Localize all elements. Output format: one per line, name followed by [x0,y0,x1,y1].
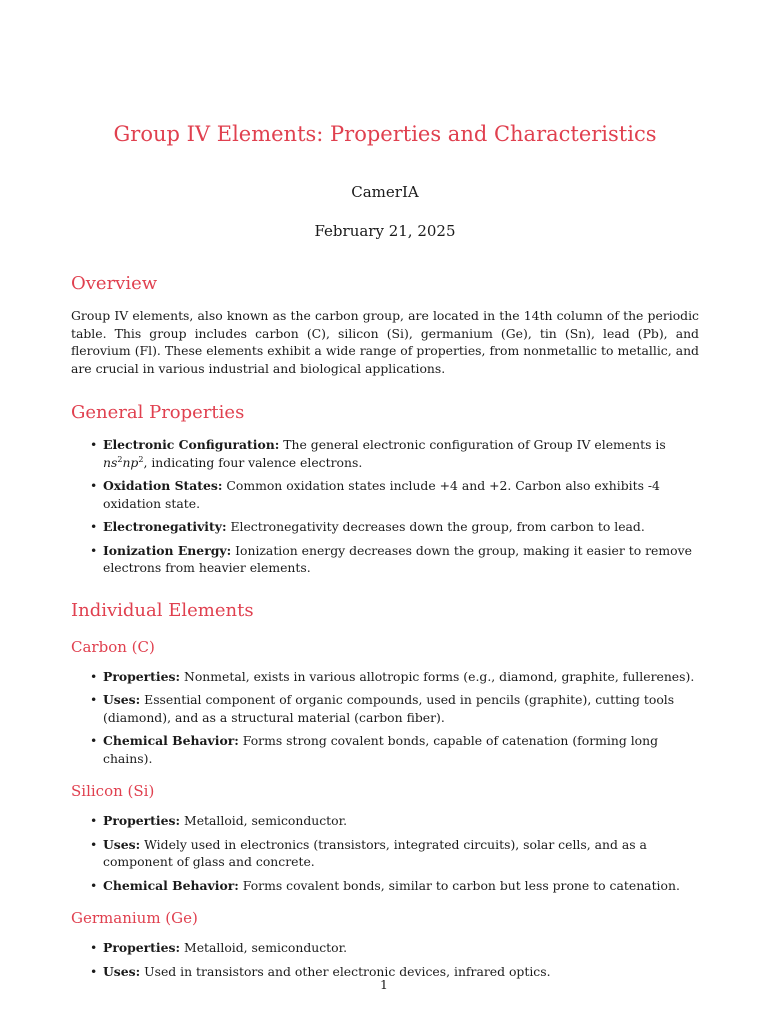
item-label: Chemical Behavior: [103,877,239,893]
item-label: Uses: [103,836,141,852]
item-label: Chemical Behavior: [103,733,239,748]
list-item [103,939,699,957]
item-text: Widely used in electronics (transistors, integrated circuits), solar cells, and as a component of glass and concrete. [103,836,647,869]
section-general-properties [71,401,699,577]
subsection-carbon [71,637,699,768]
document-page [71,0,699,1024]
section-overview [71,272,699,377]
item-text: Metalloid, semiconductor. [180,813,348,828]
list-item [103,877,699,895]
subsection-germanium [71,908,699,980]
page-number: 1 [380,977,388,992]
general-properties-list [71,436,699,577]
list-item [103,668,699,686]
list-item [103,542,699,577]
item-label: Uses: [103,692,141,707]
subsection-silicon [71,781,699,894]
item-label: Properties: [103,940,181,955]
item-text: Ionization energy decreases down the group, making it easier to remove electrons from heavier elements. [103,542,692,575]
section-heading-overview: Overview [71,273,158,294]
formula-ns-exponent: 2 [117,454,123,464]
item-text: Essential component of organic compounds, used in pencils (graphite), cutting tools (diamond), and as a structural material (carbon fiber). [103,692,675,725]
formula-np: np [122,454,139,470]
list-item [103,477,699,512]
document-author: CamerIA [351,183,419,201]
section-heading-general-properties: General Properties [71,402,245,423]
overview-paragraph: Group IV elements, also known as the carbon group, are located in the 14th column of the periodic table. This group includes carbon (C), silicon (Si), germanium (Ge), tin (Sn), lead (Pb), and flerovium (Fl). These elements exhibit a wide range of properties, from nonmetallic to metallic, and are crucial in various industrial and biological applications. [71,308,699,376]
item-text: The general electronic configuration of Group IV elements is [279,437,666,452]
item-text: Forms covalent bonds, similar to carbon but less prone to catenation. [238,877,680,893]
item-text: Metalloid, semiconductor. [180,940,348,955]
item-text: Forms strong covalent bonds, capable of catenation (forming long chains). [103,733,659,766]
formula-np-exponent: 2 [138,454,144,464]
subsection-heading-germanium: Germanium (Ge) [71,909,198,927]
list-item [103,436,699,471]
subsection-heading-carbon: Carbon (C) [71,637,155,656]
formula-ns: ns [103,454,118,470]
item-text: Electronegativity decreases down the group, from carbon to lead. [226,519,645,534]
silicon-list [71,812,699,894]
item-text: Common oxidation states include +4 and +2. Carbon also exhibits -4 oxidation state. [103,478,660,511]
item-label: Electronegativity: [103,519,227,534]
item-text: , indicating four valence electrons. [143,454,363,470]
document-title: Group IV Elements: Properties and Characteristics [113,122,657,146]
document-content [71,268,699,994]
list-item [103,518,699,536]
item-label: Properties: [103,668,181,684]
item-label: Properties: [103,813,181,828]
item-label: Oxidation States: [103,478,223,493]
carbon-list [71,668,699,768]
germanium-list [71,939,699,980]
section-individual-elements [71,599,699,981]
item-label: Uses: [103,963,141,979]
list-item [103,732,699,767]
subsection-heading-silicon: Silicon (Si) [71,782,155,800]
section-heading-individual-elements: Individual Elements [71,599,254,621]
item-label: Ionization Energy: [103,542,232,558]
list-item [103,836,699,871]
list-item [103,691,699,726]
item-label: Electronic Configuration: [103,437,280,452]
document-date: February 21, 2025 [314,222,456,240]
list-item [103,812,699,830]
item-text: Used in transistors and other electronic devices, infrared optics. [140,963,551,979]
item-text: Nonmetal, exists in various allotropic forms (e.g., diamond, graphite, fullerenes). [180,668,695,684]
